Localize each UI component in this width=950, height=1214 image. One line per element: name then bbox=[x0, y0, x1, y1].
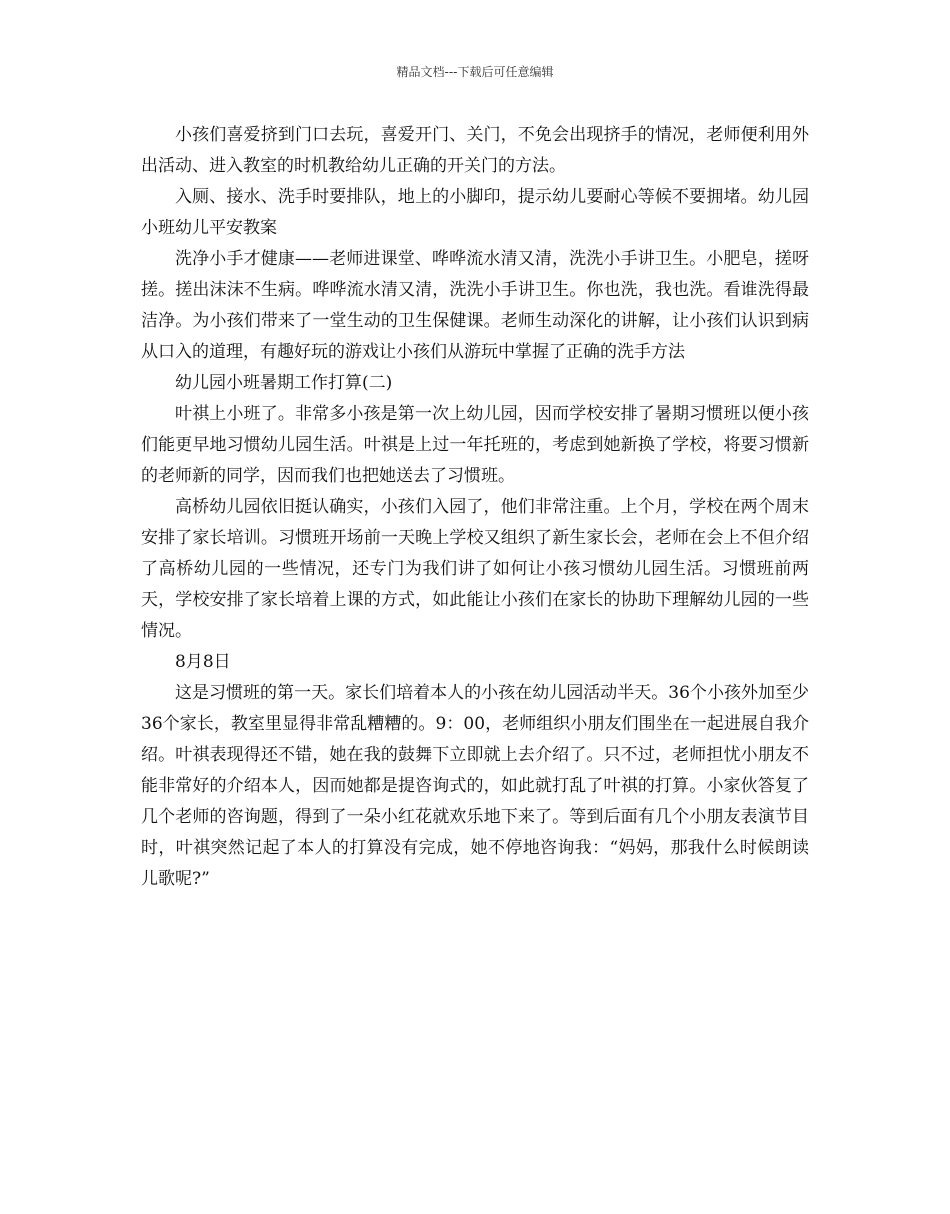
page-header: 精品文档---下载后可任意编辑 bbox=[396, 65, 554, 79]
paragraph: 洗净小手才健康——老师进课堂、哗哗流水清又清，洗洗小手讲卫生。小肥皂，搓呀搓。搓出沫沫不生病。哗哗流水清又清，洗洗小手讲卫生。你也洗，我也洗。看谁洗得最洁净。为小孩们带来了一堂生动的卫生保健课。老师生动深化的讲解，让小孩们认识到病从口入的道理，有趣好玩的游戏让小孩们从游玩中掌握了正确的洗手方法 bbox=[141, 249, 809, 362]
paragraph: 小孩们喜爱挤到门口去玩，喜爱开门、关门，不免会出现挤手的情况，老师便利用外出活动、进入教室的时机教给幼儿正确的开关门的方法。 bbox=[141, 125, 809, 176]
paragraph: 这是习惯班的第一天。家长们培着本人的小孩在幼儿园活动半天。36个小孩外加至少36个家长，教室里显得非常乱糟糟的。9：00，老师组织小朋友们围坐在一起进展自我介绍。叶祺表现得还不错，她在我的鼓舞下立即就上去介绍了。只不过，老师担忧小朋友不能非常好的介绍本人，因而她都是提咨询式的，如此就打乱了叶祺的打算。小家伙答复了几个老师的咨询题，得到了一朵小红花就欢乐地下来了。等到后面有几个小朋友表演节目时，叶祺突然记起了本人的打算没有完成，她不停地咨询我：“妈妈，那我什么时候朗读儿歌呢?” bbox=[141, 683, 809, 889]
paragraph: 高桥幼儿园依旧挺认确实，小孩们入园了，他们非常注重。上个月，学校在两个周末安排了家长培训。习惯班开场前一天晚上学校又组织了新生家长会，老师在会上不但介绍了高桥幼儿园的一些情况，还专门为我们讲了如何让小孩习惯幼儿园生活。习惯班前两天，学校安排了家长培着上课的方式，如此能让小孩们在家长的协助下理解幼儿园的一些情况。 bbox=[141, 497, 809, 641]
section-heading: 幼儿园小班暑期工作打算(二) bbox=[175, 373, 393, 393]
paragraph: 入厕、接水、洗手时要排队，地上的小脚印，提示幼儿要耐心等候不要拥堵。幼儿园小班幼儿平安教案 bbox=[141, 187, 809, 238]
document-body bbox=[141, 120, 809, 895]
paragraph: 叶祺上小班了。非常多小孩是第一次上幼儿园，因而学校安排了暑期习惯班以便小孩们能更早地习惯幼儿园生活。叶祺是上过一年托班的，考虑到她新换了学校，将要习惯新的老师新的同学，因而我们也把她送去了习惯班。 bbox=[141, 404, 809, 486]
date-line: 8月8日 bbox=[175, 652, 231, 672]
